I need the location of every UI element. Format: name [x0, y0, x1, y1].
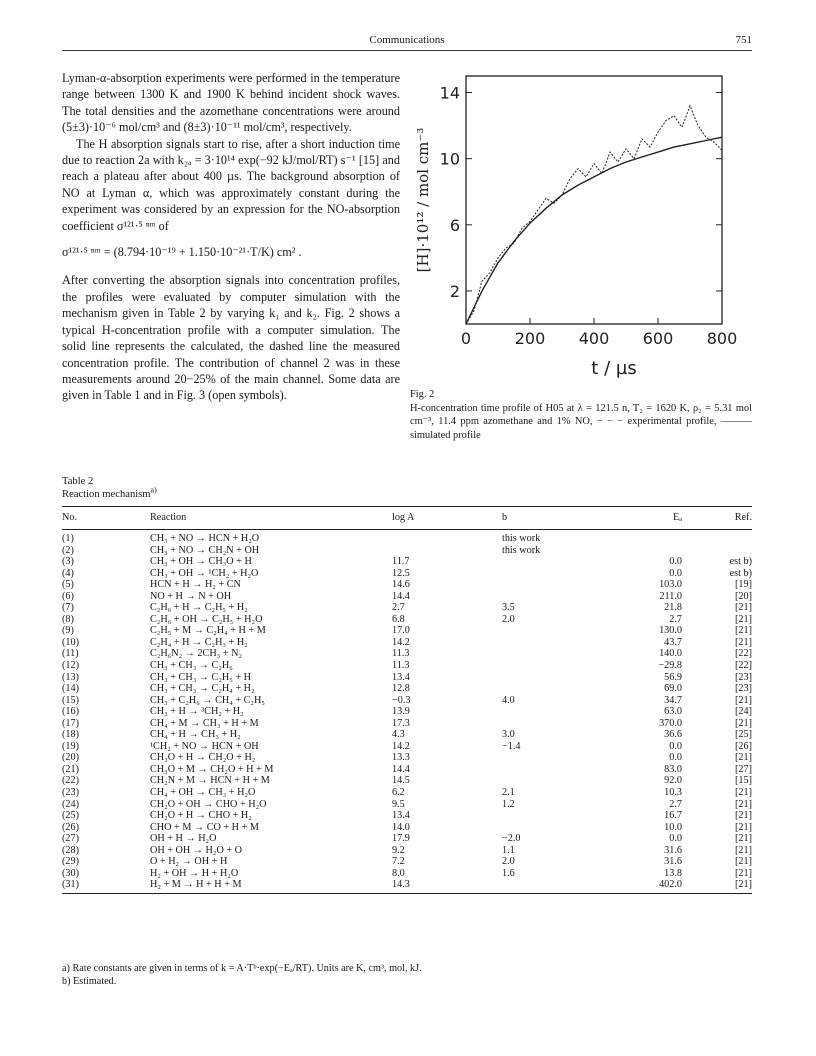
cell-ea: 140.0: [659, 648, 682, 660]
cell-reaction: CH₃ + OH → ¹CH₂ + H₂O: [150, 567, 259, 579]
cell-no: (12): [62, 660, 79, 672]
cell-ref: [21]: [735, 867, 752, 879]
cell-ea: 370.0: [659, 717, 682, 729]
table-subtitle: Reaction mechanism: [62, 489, 151, 500]
cell-reaction: CH₃ + NO → CH₂N + OH: [150, 544, 260, 556]
cell-log-a: 17.3: [392, 717, 410, 729]
header-log-a: log A: [392, 507, 502, 530]
cell-reaction: CHO + M → CO + H + M: [150, 821, 259, 833]
cell-log-a: 12.5: [392, 567, 410, 579]
cell-no: (4): [62, 567, 74, 579]
cell-ea: 36.6: [664, 729, 682, 741]
cell-no: (3): [62, 556, 74, 568]
cell-ea: 10.0: [664, 821, 682, 833]
cell-ref: [21]: [735, 602, 752, 614]
cell-no: (7): [62, 602, 74, 614]
table-row: [62, 591, 752, 603]
figure-2: [410, 60, 760, 390]
cell-log-a: 14.3: [392, 879, 502, 893]
cell-reaction: ¹CH₂ + NO → HCN + OH: [150, 740, 259, 752]
cell-no: (20): [62, 752, 79, 764]
equation: σ¹²¹·⁵ ⁿᵐ = (8.794·10⁻¹⁹ + 1.150·10⁻²¹·T/K) cm² .: [62, 245, 302, 260]
cell-ref: [21]: [735, 752, 752, 764]
cell-log-a: [392, 530, 502, 545]
table: [62, 506, 752, 894]
cell-b: [502, 775, 592, 787]
cell-reaction: CH₂O + OH → CHO + H₂O: [150, 798, 267, 810]
cell-b: 1.6: [502, 867, 515, 879]
x-tick-label: 200: [514, 329, 546, 348]
cell-b: [502, 568, 592, 580]
table-row: [62, 683, 752, 695]
x-tick-label: 600: [642, 329, 674, 348]
cell-no: (21): [62, 763, 79, 775]
cell-b: [502, 706, 592, 718]
x-tick-label: 400: [578, 329, 610, 348]
header-b: b: [502, 507, 592, 530]
cell-b: [502, 822, 592, 834]
cell-b: [502, 579, 592, 591]
cell-ea: 13.8: [664, 867, 682, 879]
cell-ref: [21]: [735, 694, 752, 706]
cell-no: (1): [62, 533, 74, 544]
cell-ref: [26]: [735, 740, 752, 752]
cell-log-a: 11.3: [392, 660, 410, 672]
cell-reaction: CH₂O + H → CHO + H₂: [150, 810, 252, 822]
cell-b: [502, 660, 592, 672]
cell-b: [502, 764, 592, 776]
cell-ea: 16.7: [664, 810, 682, 822]
paragraph-3: After converting the absorption signals into concentration profiles, the profiles were evaluated by computer simulation with the mechanism given in Table 2 by varying k₁ and k₂. Fig. 2 shows a typical H-concentration profile with a computer simulation. The solid line represents the calculated, the dashed line the measured concentration profile. The contribution of channel 2 was in these measurements around 20−25% of the main channel. Some data are given in Table 1 and in Fig. 3 (open symbols).: [62, 273, 400, 403]
table-row: [62, 530, 752, 545]
cell-ref: [23]: [735, 671, 752, 683]
cell-log-a: 14.0: [392, 821, 410, 833]
cell-reaction: CH₃ + CH₃ → C₂H₄ + H₂: [150, 683, 255, 695]
cell-b: 1.1: [502, 844, 515, 856]
cell-ea: −29.8: [658, 660, 682, 672]
cell-reaction: H₂ + M → H + H + M: [150, 879, 392, 893]
cell-no: (9): [62, 625, 74, 637]
cell-no: (24): [62, 798, 79, 810]
cell-ref: [21]: [735, 625, 752, 637]
table-header-row: [62, 507, 752, 530]
cell-b: [502, 556, 592, 568]
experimental-profile-line: [466, 106, 722, 324]
table-row: [62, 833, 752, 845]
page-number: 751: [735, 34, 752, 46]
cell-no: (27): [62, 833, 79, 845]
table-row: [62, 625, 752, 637]
table-row: [62, 799, 752, 811]
table-footnotes: [62, 962, 752, 988]
cell-log-a: 14.5: [392, 775, 410, 787]
cell-log-a: 14.6: [392, 579, 410, 591]
cell-b: [502, 810, 592, 822]
reaction-mechanism-table: [62, 506, 752, 894]
cell-log-a: 6.2: [392, 787, 405, 799]
cell-no: (17): [62, 717, 79, 729]
table-row: [62, 856, 752, 868]
cell-ref: [21]: [735, 844, 752, 856]
cell-log-a: 14.2: [392, 740, 410, 752]
cell-log-a: 13.3: [392, 752, 410, 764]
cell-ref: [15]: [735, 775, 752, 787]
table-row: [62, 775, 752, 787]
plot-frame: [466, 76, 722, 324]
cell-ref: [682, 530, 752, 545]
body-text: [62, 70, 400, 404]
cell-no: (30): [62, 867, 79, 879]
cell-ref: [21]: [735, 613, 752, 625]
table-row: [62, 787, 752, 799]
simulated-profile-line: [466, 137, 722, 324]
y-tick-label: 10: [439, 149, 460, 169]
h-concentration-chart: [410, 60, 760, 390]
table-row: [62, 602, 752, 614]
cell-no: (15): [62, 694, 79, 706]
table-row: [62, 741, 752, 753]
cell-reaction: O + H₂ → OH + H: [150, 856, 228, 868]
cell-ea: 0.0: [669, 567, 682, 579]
table-title-block: [62, 475, 157, 501]
cell-no: (29): [62, 856, 79, 868]
table-row: [62, 845, 752, 857]
cell-reaction: CH₃ + CH₃ → C₂H₅ + H: [150, 671, 251, 683]
cell-b: [502, 683, 592, 695]
cell-reaction: CH₃ + OH → CH₃O + H: [150, 556, 252, 568]
table-row: [62, 868, 752, 880]
cell-no: (28): [62, 844, 79, 856]
cell-reaction: CH₂N + M → HCN + H + M: [150, 775, 270, 787]
table-row: [62, 660, 752, 672]
cell-log-a: 7.2: [392, 856, 405, 868]
cell-log-a: −0.3: [392, 694, 411, 706]
cell-ea: 2.7: [669, 613, 682, 625]
cell-no: (6): [62, 590, 74, 602]
cell-ref: [25]: [735, 729, 752, 741]
cell-ref: [21]: [735, 856, 752, 868]
cell-ea: 10.3: [664, 787, 682, 799]
header-no: No.: [62, 507, 150, 530]
running-title: Communications: [369, 34, 445, 46]
y-tick-label: 6: [449, 215, 460, 235]
cell-reaction: CH₃ + CH₃ → C₂H₆: [150, 660, 233, 672]
cell-no: (31): [62, 879, 150, 893]
cell-b: 2.0: [502, 613, 515, 625]
cell-log-a: 14.4: [392, 590, 410, 602]
cell-reaction: CH₃ + NO → HCN + H₂O: [150, 533, 260, 544]
cell-log-a: 8.0: [392, 867, 405, 879]
cell-ea: 0.0: [669, 740, 682, 752]
cell-b: [502, 752, 592, 764]
figure-caption: [410, 388, 752, 442]
cell-reaction: C₂H₆N₂ → 2CH₃ + N₂: [150, 648, 242, 660]
x-tick-label: 0: [460, 329, 472, 348]
cell-ea: 0.0: [669, 833, 682, 845]
cell-ref: [19]: [735, 579, 752, 591]
table-row: [62, 752, 752, 764]
cell-ea: 63.0: [664, 706, 682, 718]
cell-ea: 56.9: [664, 671, 682, 683]
cell-reaction: CH₄ + H → CH₃ + H₂: [150, 729, 241, 741]
cell-ea: 402.0: [592, 879, 682, 893]
table-row: [62, 672, 752, 684]
cell-no: (5): [62, 579, 74, 591]
cell-b: [502, 637, 592, 649]
table-row: [62, 695, 752, 707]
table-row: [62, 579, 752, 591]
table-title: Table 2: [62, 476, 94, 487]
running-header: [62, 32, 752, 51]
cell-no: (2): [62, 544, 74, 556]
cell-ea: 31.6: [664, 856, 682, 868]
cell-ea: 92.0: [664, 775, 682, 787]
cell-ea: 34.7: [664, 694, 682, 706]
cell-log-a: 4.3: [392, 729, 405, 741]
cell-b: [502, 591, 592, 603]
cell-log-a: 9.5: [392, 798, 405, 810]
cell-log-a: 13.4: [392, 671, 410, 683]
table-row: [62, 810, 752, 822]
cell-ref: [21]: [735, 810, 752, 822]
cell-log-a: 6.8: [392, 613, 405, 625]
cell-log-a: 11.7: [392, 556, 410, 568]
footnote-a: a) Rate constants are given in terms of k = A·Tᵇ·exp(−Eₐ/RT). Units are K, cm³, mol, kJ.: [62, 963, 422, 974]
cell-reaction: CH₄ + M → CH₃ + H + M: [150, 717, 259, 729]
cell-no: (10): [62, 636, 79, 648]
table-row: [62, 545, 752, 557]
cell-b: −2.0: [502, 833, 521, 845]
cell-ea: 69.0: [664, 683, 682, 695]
cell-ea: 0.0: [669, 556, 682, 568]
cell-log-a: 12.8: [392, 683, 410, 695]
cell-ref: [682, 545, 752, 557]
cell-no: (16): [62, 706, 79, 718]
cell-ea: 31.6: [664, 844, 682, 856]
cell-reaction: C₂H₄ + H → C₂H₃ + H₂: [150, 636, 248, 648]
table-row: [62, 556, 752, 568]
y-tick-label: 14: [439, 83, 460, 103]
cell-reaction: HCN + H → H₂ + CN: [150, 579, 241, 591]
cell-ea: [592, 545, 682, 557]
cell-no: (8): [62, 613, 74, 625]
cell-b: 2.1: [502, 787, 515, 799]
cell-b: [502, 648, 592, 660]
cell-b: 1.2: [502, 798, 515, 810]
cell-reaction: CH₃O + M → CH₂O + H + M: [150, 763, 274, 775]
header-ea: Eₐ: [592, 507, 682, 530]
cell-ref: est b): [729, 567, 752, 579]
cell-reaction: C₂H₅ + M → C₂H₄ + H + M: [150, 625, 266, 637]
table-row: [62, 764, 752, 776]
cell-log-a: 9.2: [392, 844, 405, 856]
cell-no: (22): [62, 775, 79, 787]
cell-no: (23): [62, 787, 79, 799]
cell-no: (18): [62, 729, 79, 741]
figure-label: Fig. 2: [410, 389, 435, 400]
cell-ea: 103.0: [659, 579, 682, 591]
cell-no: (13): [62, 671, 79, 683]
cell-reaction: CH₃ + H → ³CH₂ + H₂: [150, 706, 244, 718]
cell-ea: 21.8: [664, 602, 682, 614]
cell-reaction: C₂H₆ + H → C₂H₅ + H₂: [150, 602, 248, 614]
cell-log-a: 14.4: [392, 763, 410, 775]
cell-no: (11): [62, 648, 79, 660]
cell-ref: [21]: [735, 636, 752, 648]
cell-log-a: 17.0: [392, 625, 410, 637]
table-body: [62, 530, 752, 894]
table-row: [62, 729, 752, 741]
table-row: [62, 614, 752, 626]
cell-ea: 130.0: [659, 625, 682, 637]
cell-ref: [21]: [682, 879, 752, 893]
x-tick-label: 800: [706, 329, 738, 348]
cell-reaction: CH₃O + H → CH₂O + H₂: [150, 752, 256, 764]
header-ref: Ref.: [682, 507, 752, 530]
table-row: [62, 568, 752, 580]
cell-b: −1.4: [502, 740, 521, 752]
cell-ea: 2.7: [669, 798, 682, 810]
cell-ea: 43.7: [664, 636, 682, 648]
cell-ref: [23]: [735, 683, 752, 695]
cell-ref: [27]: [735, 763, 752, 775]
cell-reaction: NO + H → N + OH: [150, 590, 232, 602]
cell-reaction: CH₃ + C₂H₆ → CH₄ + C₂H₅: [150, 694, 265, 706]
cell-ref: [22]: [735, 660, 752, 672]
footnote-b: b) Estimated.: [62, 976, 117, 987]
cell-no: (26): [62, 821, 79, 833]
cell-ref: [21]: [735, 787, 752, 799]
cell-ea: 0.0: [669, 752, 682, 764]
table-row: [62, 822, 752, 834]
header-reaction: Reaction: [150, 507, 392, 530]
table-row: [62, 718, 752, 730]
cell-b: [502, 879, 592, 893]
cell-reaction: H₂ + OH → H + H₂O: [150, 867, 239, 879]
cell-reaction: OH + H → H₂O: [150, 833, 217, 845]
cell-log-a: 2.7: [392, 602, 405, 614]
cell-b: 2.0: [502, 856, 515, 868]
table-row: [62, 706, 752, 718]
paragraph-1: Lyman-α-absorption experiments were performed in the temperature range between 1300 K and 1900 K behind incident shock waves. The total densities and the azomethane concentrations were around (5±3)·10⁻⁶ mol/cm³ and (8±3)·10⁻¹¹ mol/cm³, respectively.: [62, 71, 400, 135]
figure-caption-text: H-concentration time profile of H05 at λ = 121.5 n, T₂ = 1620 K, ρ₂ = 5.31 mol cm⁻³, 11.4 ppm azomethane and 1% NO, − − − experimental profile, ——— simulated profile: [410, 402, 752, 441]
cell-log-a: 11.3: [392, 648, 410, 660]
x-axis-label: t / µs: [591, 358, 637, 379]
paragraph-2: The H absorption signals start to rise, after a short induction time due to reaction 2a with k₂ₐ = 3·10¹⁴ exp(−92 kJ/mol/RT) s⁻¹ [15] and reach a plateau after about 400 µs. The background absorption of NO at Lyman α, which was approximately constant during the experiment was considered by an expression for the NO-absorption coefficient σ¹²¹·⁵ ⁿᵐ of: [62, 136, 400, 233]
y-axis-label: [H]·10¹² / mol cm⁻³: [414, 127, 432, 273]
cell-reaction: CH₄ + OH → CH₃ + H₂O: [150, 787, 256, 799]
cell-log-a: 17.9: [392, 833, 410, 845]
cell-ref: [21]: [735, 798, 752, 810]
cell-ea: 83.0: [664, 763, 682, 775]
cell-ea: [592, 530, 682, 545]
table-row: [62, 648, 752, 660]
table-row: [62, 637, 752, 649]
table-subtitle-note: a): [150, 485, 157, 495]
y-tick-label: 2: [449, 281, 460, 301]
cell-ref: [21]: [735, 821, 752, 833]
cell-b: 3.5: [502, 602, 515, 614]
cell-reaction: OH + OH → H₂O + O: [150, 844, 243, 856]
cell-b: 4.0: [502, 694, 515, 706]
cell-ea: 211.0: [659, 590, 682, 602]
cell-no: (25): [62, 810, 79, 822]
cell-ref: [21]: [735, 717, 752, 729]
cell-no: (14): [62, 683, 79, 695]
cell-ref: [24]: [735, 706, 752, 718]
cell-log-a: 13.4: [392, 810, 410, 822]
cell-b: [502, 672, 592, 684]
cell-log-a: 14.2: [392, 636, 410, 648]
cell-log-a: [392, 545, 502, 557]
cell-reaction: C₂H₆ + OH → C₂H₅ + H₂O: [150, 613, 263, 625]
table-row: [62, 879, 752, 893]
cell-ref: [21]: [735, 833, 752, 845]
cell-no: (19): [62, 740, 79, 752]
cell-b: [502, 718, 592, 730]
cell-ref: est b): [729, 556, 752, 568]
cell-b: 3.0: [502, 729, 515, 741]
table-subtitle-line: [62, 485, 157, 501]
cell-b: this work: [502, 533, 541, 544]
cell-ref: [22]: [735, 648, 752, 660]
cell-b: this work: [502, 544, 541, 556]
cell-ref: [20]: [735, 590, 752, 602]
cell-log-a: 13.9: [392, 706, 410, 718]
cell-b: [502, 625, 592, 637]
